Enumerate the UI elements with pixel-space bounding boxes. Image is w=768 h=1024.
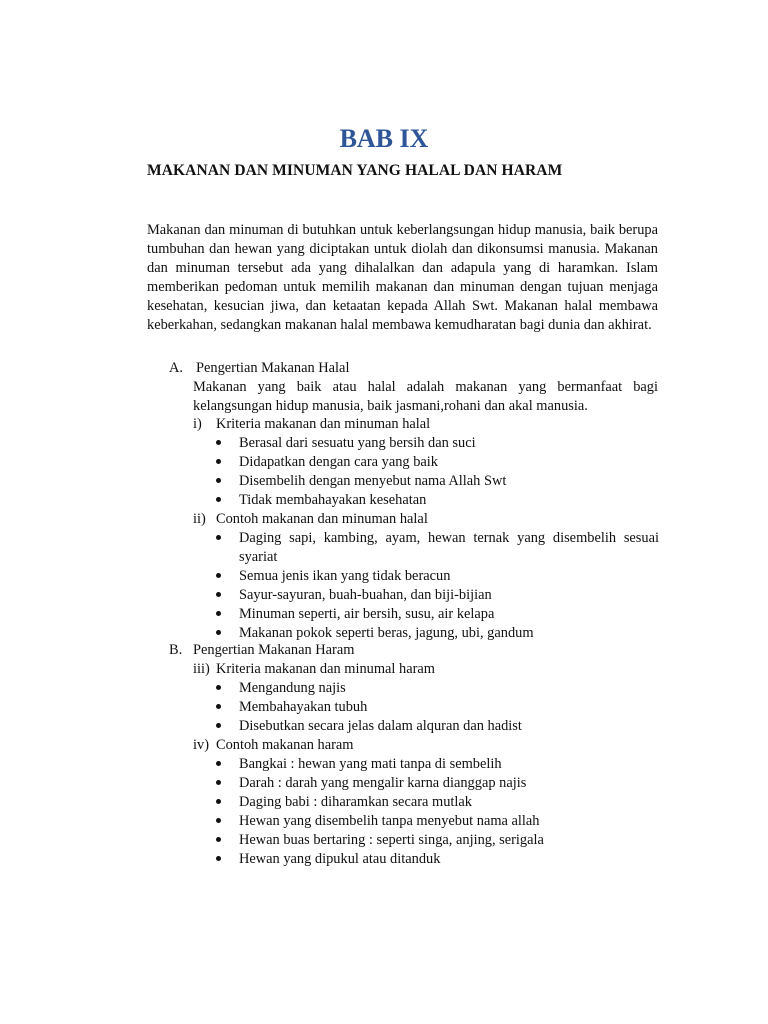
sub-iii-heading: Kriteria makanan dan minumal haram — [216, 661, 435, 677]
list-item: Hewan buas bertaring : seperti singa, anjing, serigala — [239, 832, 544, 848]
list-item: Disembelih dengan menyebut nama Allah Swt — [239, 473, 507, 489]
list-item: Mengandung najis — [239, 680, 346, 696]
sub-iii-marker: iii) — [193, 661, 210, 677]
sub-ii-heading: Contoh makanan dan minuman halal — [216, 511, 428, 527]
bullet-icon — [216, 573, 221, 578]
bullet-icon — [216, 535, 221, 540]
bullet-icon — [216, 497, 221, 502]
list-item: Bangkai : hewan yang mati tanpa di sembelih — [239, 756, 502, 772]
section-b-heading: Pengertian Makanan Haram — [193, 642, 355, 658]
list-item: Didapatkan dengan cara yang baik — [239, 454, 438, 470]
bullet-icon — [216, 761, 221, 766]
bullet-icon — [216, 592, 221, 597]
bullet-icon — [216, 478, 221, 483]
bullet-icon — [216, 440, 221, 445]
list-item: Daging sapi, kambing, ayam, hewan ternak yang disembelih sesuai syariat — [239, 530, 659, 565]
list-item: Hewan yang disembelih tanpa menyebut nama allah — [239, 813, 540, 829]
list-item: Sayur-sayuran, buah-buahan, dan biji-bijian — [239, 587, 492, 603]
bullet-icon — [216, 459, 221, 464]
section-a-heading: Pengertian Makanan Halal — [196, 360, 350, 376]
bullet-icon — [216, 685, 221, 690]
list-item: Semua jenis ikan yang tidak beracun — [239, 568, 451, 584]
list-item: Darah : darah yang mengalir karna dianggap najis — [239, 775, 527, 791]
list-item: Berasal dari sesuatu yang bersih dan suci — [239, 435, 476, 451]
section-b-marker: B. — [169, 642, 183, 658]
list-item: Membahayakan tubuh — [239, 699, 368, 715]
bullet-icon — [216, 630, 221, 635]
list-item: Tidak membahayakan kesehatan — [239, 492, 427, 508]
bullet-icon — [216, 856, 221, 861]
sub-iv-marker: iv) — [193, 737, 209, 753]
list-item: Minuman seperti, air bersih, susu, air kelapa — [239, 606, 495, 622]
list-item: Makanan pokok seperti beras, jagung, ubi, gandum — [239, 625, 534, 641]
chapter-heading: BAB IX — [339, 124, 429, 153]
sub-iv-heading: Contoh makanan haram — [216, 737, 354, 753]
list-item: Disebutkan secara jelas dalam alquran dan hadist — [239, 718, 522, 734]
bullet-icon — [216, 818, 221, 823]
bullet-icon — [216, 780, 221, 785]
chapter-title: MAKANAN DAN MINUMAN YANG HALAL DAN HARAM — [147, 162, 563, 179]
list-item: Hewan yang dipukul atau ditanduk — [239, 851, 441, 867]
sub-ii-marker: ii) — [193, 511, 206, 527]
section-a-text: Makanan yang baik atau halal adalah makanan yang bermanfaat bagi kelangsungan hidup manusia, baik jasmani,rohani dan akal manusia. — [193, 379, 658, 414]
bullet-icon — [216, 611, 221, 616]
sub-i-heading: Kriteria makanan dan minuman halal — [216, 416, 431, 432]
bullet-icon — [216, 837, 221, 842]
intro-paragraph: Makanan dan minuman di butuhkan untuk keberlangsungan hidup manusia, baik berupa tumbuhan dan hewan yang diciptakan untuk diolah dan dikonsumsi manusia. Makanan dan minuman tersebut ada yang dihalalkan dan adapula yang di haramkan. Islam memberikan pedoman untuk memilih makanan dan minuman dengan tujuan menjaga kesehatan, kesucian jiwa, dan ketaatan kepada Allah Swt. Makanan halal membawa keberkahan, sedangkan makanan halal membawa kemudharatan bagi dunia dan akhirat. — [147, 222, 658, 333]
bullet-icon — [216, 704, 221, 709]
bullet-icon — [216, 723, 221, 728]
bullet-icon — [216, 799, 221, 804]
section-a-marker: A. — [169, 360, 183, 376]
sub-i-marker: i) — [193, 416, 202, 432]
list-item: Daging babi : diharamkan secara mutlak — [239, 794, 472, 810]
